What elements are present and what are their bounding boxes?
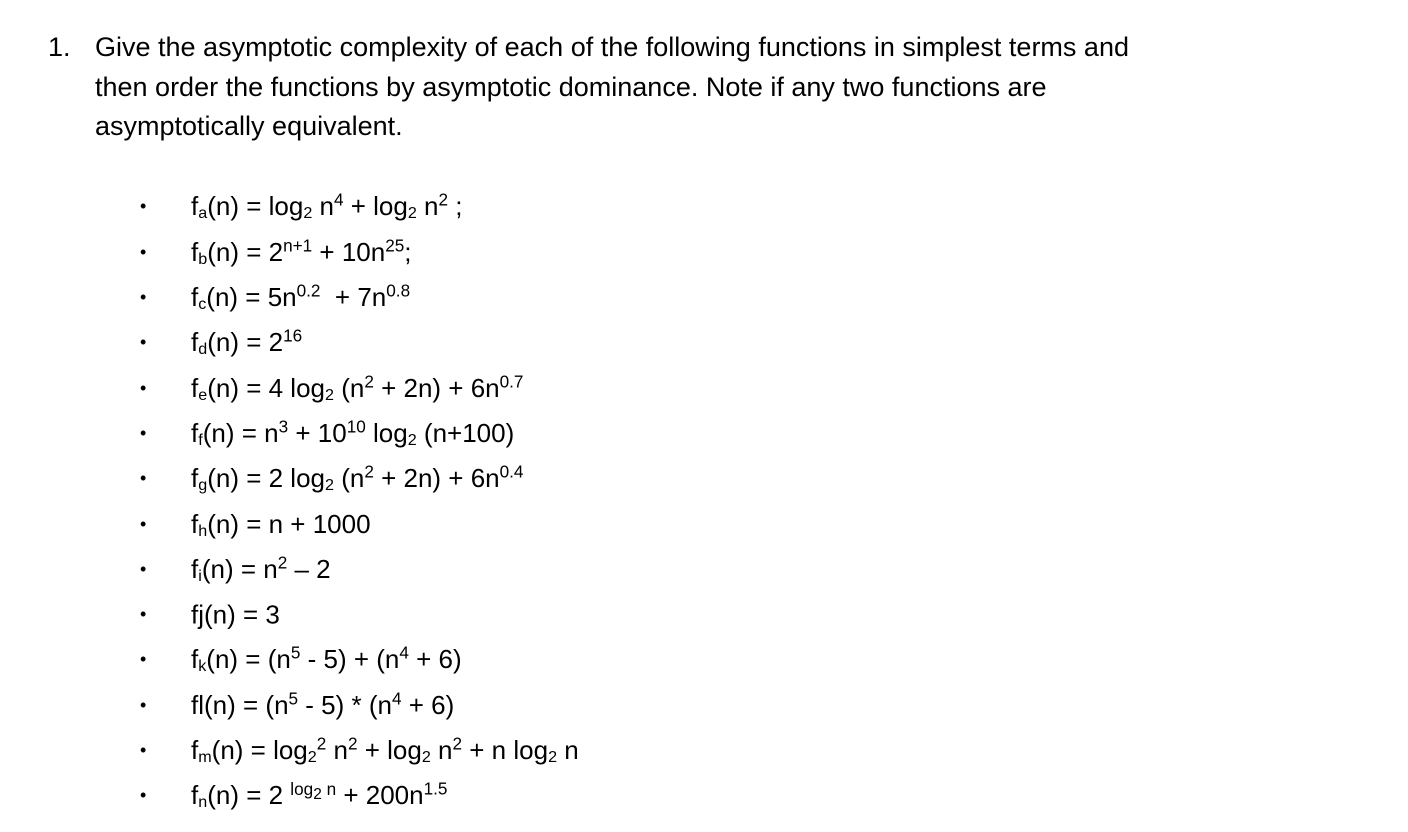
function-item [140,409,579,454]
function-list [140,183,579,817]
function-formula: $f_a(n) = \log_2 n^4 + \log_2 n^2$ ; [191,190,463,223]
function-formula: $f_d(n) = 2^{16}$ [191,325,303,359]
bullet: • [140,287,147,308]
function-formula: $f_c(n) = 5n^{0.2} + 7n^{0.8}$ [191,280,411,313]
question-line: asymptotically equivalent. [95,111,403,141]
function-formula: $f_h(n) = n + 1000$ [191,508,371,540]
function-formula: $f_n(n) = 2$ $^{log2 n} + 200n^{1.5}$ [191,778,448,812]
question-text [95,28,1278,147]
function-formula: $f_i(n) = n^2 - 2$ [191,552,331,585]
function-item [140,319,579,364]
function-formula: $f_g(n) = 2$ $\log_2 (n^2 + 2n) + 6n^{0.4}$ [191,461,524,495]
function-item [140,228,579,273]
function-formula: fj(n) = 3 [191,599,280,630]
bullet: • [140,740,147,761]
bullet: • [140,513,147,534]
question [48,28,1278,147]
function-item [140,455,579,500]
function-formula: $f_m(n) = \log_2^2 n^2 + \log_2 n^2 + n$ $\log_2 n$ [191,733,579,766]
function-item [140,772,579,817]
function-formula: $f_k(n) = (n^5 - 5) + (n^4 + 6)$ [191,643,462,676]
bullet: • [140,694,147,715]
function-item [140,364,579,409]
bullet: • [140,332,147,353]
bullet: • [140,241,147,262]
bullet: • [140,558,147,579]
bullet: • [140,468,147,489]
bullet: • [140,604,147,625]
function-formula: $fl(n) = (n^5 - 5) * (n^4 + 6)$ [191,688,455,720]
function-item [140,183,579,228]
function-item [140,727,579,772]
function-item [140,500,579,545]
question-line: then order the functions by asymptotic dominance. Note if any two functions are [95,71,1047,102]
bullet: • [140,649,147,670]
function-item [140,636,579,681]
question-number: 1. [48,32,71,62]
function-item [140,681,579,726]
bullet: • [140,422,147,443]
function-item [140,591,579,636]
function-formula: $f_f(n) = n^3 + 10^{10}$ $\log_2 (n+100)$ [191,416,515,449]
function-formula: $f_e(n) = 4$ $\log_2 (n^2 + 2n) + 6n^{0.7}$ [191,371,524,404]
function-item [140,274,579,319]
function-formula: $f_b(n) = 2^{n+1} + 10n^{25}$; [191,235,412,268]
question-line: Give the asymptotic complexity of each of the following functions in simplest terms and [95,32,1129,62]
bullet: • [140,785,147,806]
function-item [140,545,579,590]
bullet: • [140,377,147,398]
bullet: • [140,196,147,217]
